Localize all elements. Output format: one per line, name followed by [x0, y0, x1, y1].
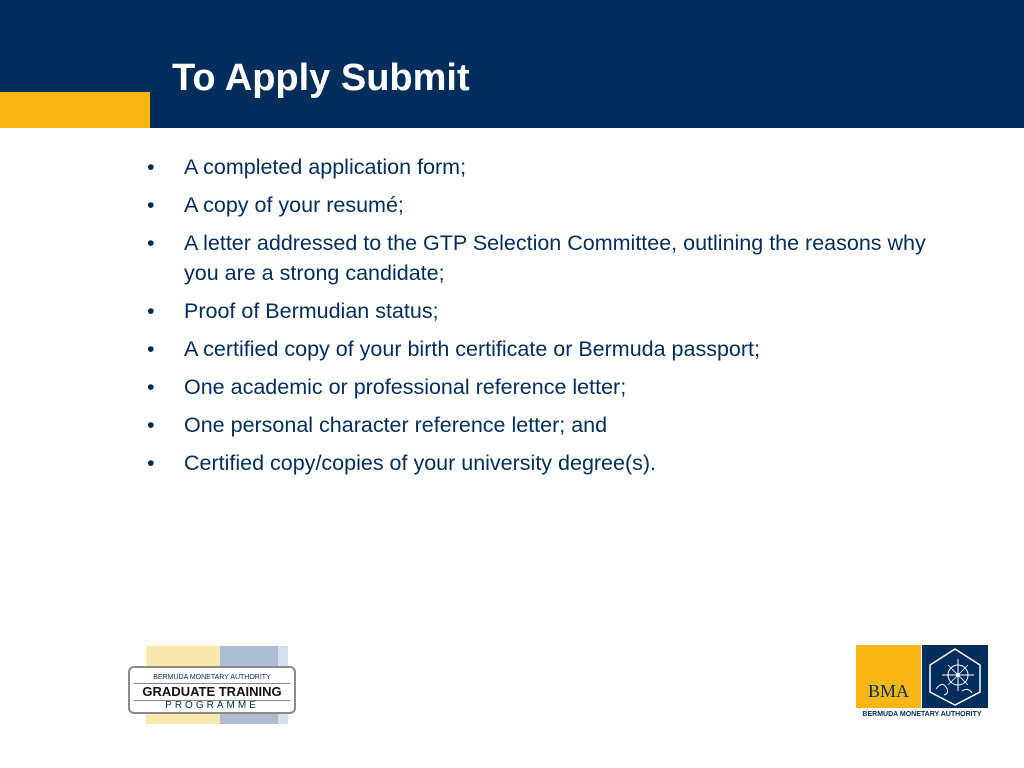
- list-item-text: A certified copy of your birth certificate or Bermuda passport;: [184, 337, 760, 361]
- list-item: [147, 448, 947, 478]
- bma-logo-caption: BERMUDA MONETARY AUTHORITY: [862, 711, 982, 718]
- bullet-icon: •: [147, 155, 155, 179]
- list-item-text: Certified copy/copies of your university degree(s).: [184, 451, 657, 475]
- bullet-icon: •: [147, 299, 155, 323]
- bullet-icon: •: [147, 193, 155, 217]
- gtp-logo-org: BERMUDA MONETARY AUTHORITY: [153, 674, 271, 681]
- list-item: [147, 296, 947, 326]
- slide-title: To Apply Submit: [172, 57, 470, 99]
- requirements-list: [147, 152, 947, 486]
- gtp-logo-title: GRADUATE TRAINING: [134, 683, 290, 701]
- bma-logo-abbreviation: BMA: [867, 681, 909, 701]
- list-item: [147, 372, 947, 402]
- list-item-text: One academic or professional reference letter;: [184, 375, 627, 399]
- list-item-text: A letter addressed to the GTP Selection Committee, outlining the reasons why you are a strong candidate;: [184, 231, 926, 285]
- list-item-text: Proof of Bermudian status;: [184, 299, 439, 323]
- list-item: [147, 228, 947, 288]
- header-accent-bar: [0, 92, 150, 128]
- gtp-logo-plate: [128, 666, 296, 714]
- list-item: [147, 152, 947, 182]
- bullet-icon: •: [147, 451, 155, 475]
- header-band: [0, 0, 1024, 128]
- compass-rose-icon: [922, 645, 988, 708]
- bullet-icon: •: [147, 337, 155, 361]
- bullet-icon: •: [147, 375, 155, 399]
- gtp-logo: [128, 646, 300, 724]
- list-item-text: A completed application form;: [184, 155, 467, 179]
- list-item: [147, 410, 947, 440]
- list-item-text: One personal character reference letter; and: [184, 413, 608, 437]
- gtp-logo-subtitle: PROGRAMME: [165, 700, 259, 711]
- list-item: [147, 334, 947, 364]
- bullet-icon: •: [147, 413, 155, 437]
- bullet-icon: •: [147, 231, 155, 255]
- list-item: [147, 190, 947, 220]
- bma-logo: [856, 645, 988, 723]
- list-item-text: A copy of your resumé;: [184, 193, 404, 217]
- bma-emblem: [922, 645, 988, 708]
